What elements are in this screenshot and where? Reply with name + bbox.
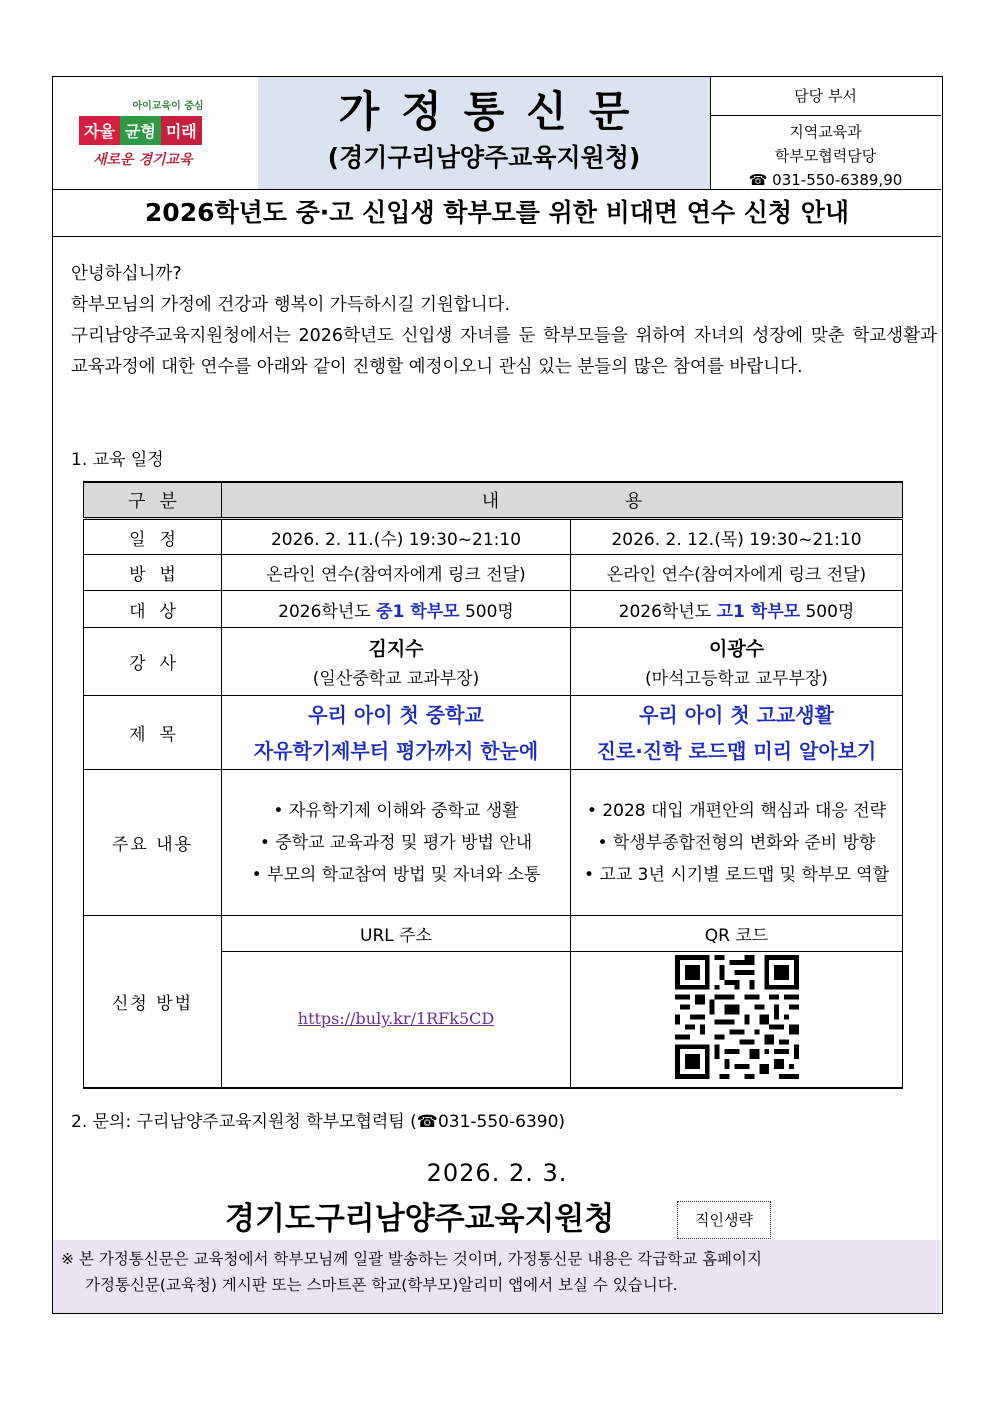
row-label-method: 방법 [84, 555, 222, 591]
seal-omitted-stamp: 직인생략 [677, 1201, 771, 1239]
lecturer-high-role: (마석고등학교 교무부장) [645, 669, 828, 689]
content-high [571, 770, 903, 916]
logo-slogan: 아이교육이 중심 [132, 101, 204, 112]
header-category: 구분 [84, 482, 222, 519]
apply-url-link[interactable]: https://buly.kr/1RFk5CD [297, 1009, 495, 1029]
issuing-organization: 경기도구리남양주교육지원청 [225, 1201, 615, 1237]
topic-middle [222, 696, 571, 770]
intro-body: 구리남양주교육지원청에서는 2026학년도 신입생 자녀를 둔 학부모들을 위하여 자녀의 성장에 맞춘 학교생활과 교육과정에 대한 연수를 아래와 같이 진행할 예정이오니 관심 있는 분들의 많은 참여를 바랍니다. [71, 326, 937, 377]
lecturer-middle-role: (일산중학교 교과부장) [312, 669, 480, 689]
apply-url-cell [222, 952, 571, 1088]
apply-qr-head: QR 코드 [571, 916, 903, 952]
logo-word-1: 자율 [79, 116, 120, 145]
title-cell [258, 77, 711, 189]
page-subtitle: (경기구리남양주교육지원청) [327, 143, 641, 172]
row-label-content: 주요 내용 [84, 770, 222, 916]
footer-note [53, 1240, 941, 1313]
topic-middle-line-1: 우리 아이 첫 중학교 [308, 702, 484, 727]
schedule-high: 2026. 2. 12.(목) 19:30~21:10 [571, 519, 903, 555]
page-title: 가정통신문 [338, 87, 652, 136]
logo-words [79, 116, 239, 145]
footer-line-2: 가정통신문(교육청) 게시판 또는 스마트폰 학교(학부모)알리미 앱에서 보실 수 있습니다. [85, 1276, 678, 1294]
qr-code-icon[interactable] [675, 955, 799, 1079]
apply-url-head: URL 주소 [222, 916, 571, 952]
gyeonggi-education-logo [79, 97, 239, 177]
target-high-group: 고1 학부모 [716, 601, 801, 622]
target-high [571, 591, 903, 628]
target-middle-group: 중1 학부모 [376, 601, 460, 622]
list-item: • 부모의 학교참여 방법 및 자녀와 소통 [251, 864, 541, 885]
intro-greeting: 안녕하십니까? [71, 264, 182, 284]
list-item: • 2028 대입 개편안의 핵심과 대응 전략 [586, 800, 887, 821]
table-row-method [84, 555, 903, 591]
content-middle-list [222, 795, 570, 891]
logo-cell [53, 77, 259, 189]
topic-high-line-1: 우리 아이 첫 고교생활 [639, 702, 834, 727]
department-name: 지역교육과 [789, 123, 862, 141]
header-content: 내 용 [222, 482, 903, 519]
footer-line-1: ※ 본 가정통신문은 교육청에서 학부모님께 일괄 발송하는 것이며, 가정통신문 내용은 각급학교 홈페이지 [61, 1250, 762, 1268]
table-row-lecturer [84, 628, 903, 696]
table-row-schedule [84, 519, 903, 555]
table-row-topic [84, 696, 903, 770]
table-row-content [84, 770, 903, 916]
logo-word-2: 균형 [120, 116, 161, 145]
list-item: • 고교 3년 시기별 로드맵 및 학부모 역할 [584, 864, 889, 885]
topic-high [571, 696, 903, 770]
list-item: • 중학교 교육과정 및 평가 방법 안내 [259, 832, 533, 853]
header [53, 77, 941, 189]
row-label-topic: 제목 [84, 696, 222, 770]
issue-date: 2026. 2. 3. [426, 1159, 568, 1187]
topic-middle-line-2: 자유학기제부터 평가까지 한눈에 [253, 738, 539, 763]
department-team: 학부모협력담당 [774, 147, 877, 165]
department-info [710, 116, 941, 192]
target-middle-count: 500명 [459, 601, 514, 622]
table-row-apply-head [84, 916, 903, 952]
row-label-schedule: 일정 [84, 519, 222, 555]
apply-qr-cell [571, 952, 903, 1088]
section-1-heading: 1. 교육 일정 [71, 450, 164, 470]
target-middle-prefix: 2026학년도 [278, 601, 377, 622]
target-high-prefix: 2026학년도 [618, 601, 717, 622]
target-high-count: 500명 [800, 601, 855, 622]
department-cell [710, 77, 941, 189]
logo-tagline: 새로운 경기교육 [93, 152, 193, 168]
notice-title: 2026학년도 중·고 신입생 학부모를 위한 비대면 연수 신청 안내 [53, 189, 941, 237]
department-label: 담당 부서 [710, 77, 941, 116]
phone-icon: ☎ [748, 171, 768, 189]
list-item: • 학생부종합전형의 변화와 준비 방향 [597, 832, 876, 853]
logo-word-3: 미래 [161, 116, 202, 145]
lecturer-high-name: 이광수 [708, 638, 765, 660]
schedule-table [83, 481, 903, 1089]
department-phone: 031-550-6389,90 [772, 171, 903, 189]
document-frame [52, 76, 943, 1314]
table-header-row [84, 482, 903, 519]
section-2-inquiry: 2. 문의: 구리남양주교육지원청 학부모협력팀 (☎031-550-6390) [71, 1112, 566, 1132]
row-label-lecturer: 강사 [84, 628, 222, 696]
schedule-middle: 2026. 2. 11.(수) 19:30~21:10 [222, 519, 571, 555]
lecturer-middle-name: 김지수 [368, 638, 424, 660]
method-high: 온라인 연수(참여자에게 링크 전달) [571, 555, 903, 591]
intro-text [71, 259, 937, 383]
topic-high-line-2: 진로·진학 로드맵 미리 알아보기 [596, 738, 877, 763]
lecturer-middle [222, 628, 571, 696]
row-label-target: 대상 [84, 591, 222, 628]
content-middle [222, 770, 571, 916]
table-row-target [84, 591, 903, 628]
intro-wish: 학부모님의 가정에 건강과 행복이 가득하시길 기원합니다. [71, 295, 511, 315]
target-middle [222, 591, 571, 628]
lecturer-high [571, 628, 903, 696]
content-high-list [571, 795, 902, 891]
list-item: • 자유학기제 이해와 중학교 생활 [273, 800, 519, 821]
method-middle: 온라인 연수(참여자에게 링크 전달) [222, 555, 571, 591]
row-label-apply: 신청 방법 [84, 916, 222, 1088]
